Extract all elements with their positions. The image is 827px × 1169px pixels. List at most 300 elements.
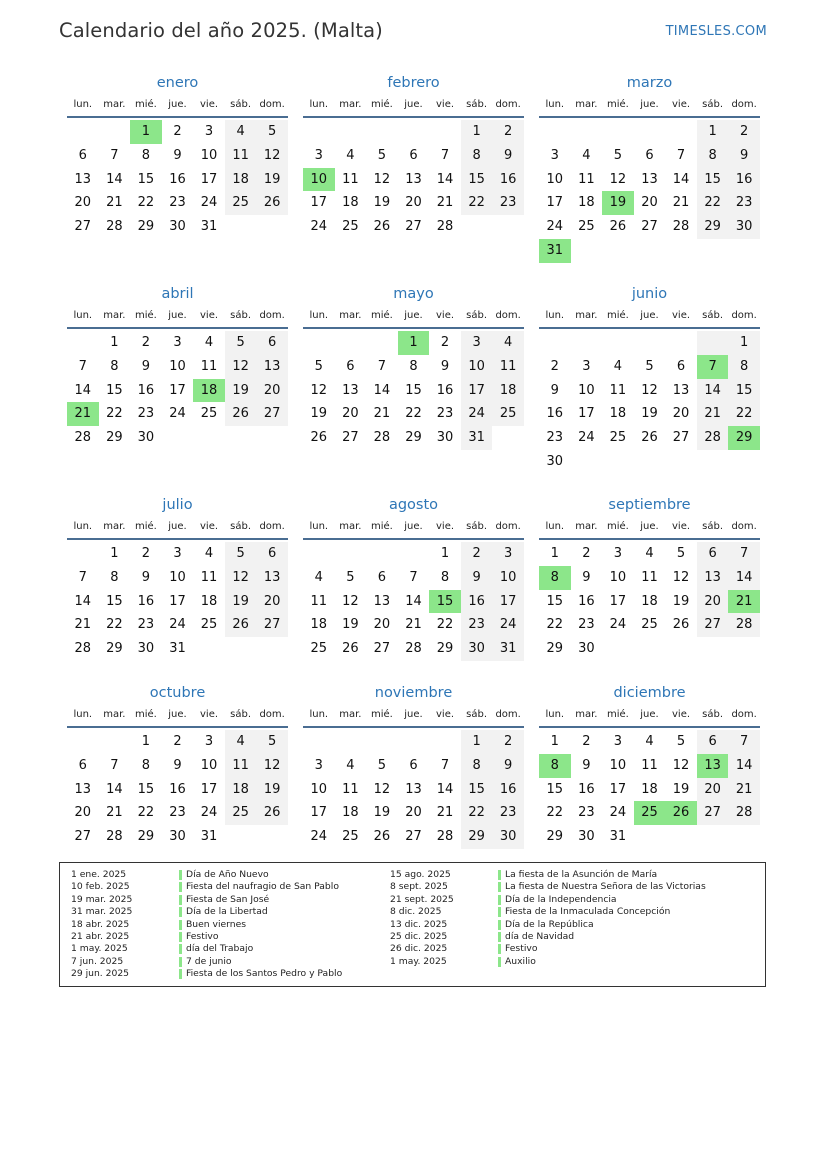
- day-cell: 30: [169, 219, 186, 235]
- day-cell: 9: [582, 569, 591, 585]
- holiday-marker: [179, 957, 182, 967]
- day-cell: 4: [204, 335, 214, 350]
- day-cell: 21: [106, 195, 123, 211]
- weekday-header: [539, 516, 760, 540]
- day-cell: 6: [377, 569, 387, 585]
- day-cell: 20: [405, 805, 422, 821]
- day-cell: 30: [578, 829, 595, 845]
- day-cell: 18: [225, 168, 257, 192]
- day-cell: 16: [436, 382, 454, 398]
- day-cell: 1: [461, 730, 493, 754]
- month-name: mayo: [393, 286, 434, 302]
- day-cell: 2: [141, 335, 151, 350]
- weekday-label: lun.: [73, 709, 93, 720]
- empty-day-cell: [366, 331, 398, 355]
- day-cell: 8: [409, 358, 418, 374]
- month-agosto: [303, 494, 524, 661]
- weekday-header: [303, 516, 524, 540]
- month-abril: [67, 283, 288, 450]
- legend-date: 8 sept. 2025: [390, 881, 448, 893]
- day-cell: 6: [697, 730, 729, 754]
- weekday-label: mié.: [134, 99, 157, 110]
- day-cell: 8: [110, 358, 119, 374]
- day-cell: 9: [141, 569, 151, 585]
- day-cell: 28: [106, 219, 123, 235]
- weekday-label: jue.: [404, 709, 423, 720]
- day-cell: 25: [225, 801, 257, 825]
- day-cell: 30: [436, 430, 454, 446]
- empty-day-cell: [571, 239, 603, 263]
- empty-day-cell: [366, 730, 398, 754]
- day-cell: 20: [697, 590, 729, 614]
- day-cell: 16: [578, 593, 595, 609]
- legend-date: 31 mar. 2025: [71, 906, 133, 918]
- day-cell: 29: [137, 829, 155, 845]
- day-cell: 4: [204, 546, 214, 561]
- legend-row: [71, 906, 342, 918]
- weekday-label: mar.: [103, 310, 126, 321]
- holiday-marker: [498, 920, 501, 930]
- weekday-label: vie.: [200, 99, 219, 110]
- weekday-header: [303, 305, 524, 329]
- day-cell: 22: [436, 617, 454, 633]
- empty-day-cell: [162, 426, 194, 450]
- weekday-label: mar.: [339, 99, 362, 110]
- empty-day-cell: [571, 120, 603, 144]
- day-cell: 21: [697, 402, 729, 426]
- day-cell: 1: [110, 335, 119, 350]
- day-cell: 14: [74, 382, 92, 398]
- day-cell: 4: [645, 734, 654, 749]
- day-cell: 23: [169, 805, 186, 821]
- day-cell: 11: [641, 757, 658, 773]
- day-cell: 12: [373, 171, 391, 187]
- day-cell: 17: [310, 805, 328, 821]
- day-cell: 31: [200, 219, 218, 235]
- day-cell: 4: [346, 757, 355, 773]
- empty-day-cell: [602, 120, 634, 144]
- weekday-label: mar.: [339, 521, 362, 532]
- holiday-legend: [59, 862, 766, 987]
- empty-day-cell: [634, 825, 666, 849]
- day-cell: 5: [613, 147, 623, 163]
- day-cell: 25: [310, 641, 328, 657]
- day-cell: 12: [225, 566, 257, 590]
- day-cell: 6: [676, 358, 686, 374]
- day-cell: 1: [550, 734, 559, 749]
- day-cell: 27: [405, 829, 422, 845]
- empty-day-cell: [256, 426, 288, 450]
- day-cell: 4: [314, 569, 323, 585]
- page-title: Calendario del año 2025. (Malta): [59, 19, 383, 42]
- legend-date: 21 sept. 2025: [390, 893, 454, 905]
- brand-link[interactable]: TIMESLES.COM: [665, 24, 767, 39]
- weekday-label: dom.: [495, 310, 521, 321]
- weekday-label: vie.: [436, 709, 455, 720]
- day-cell: 6: [78, 757, 87, 773]
- holiday-marker: [179, 870, 182, 880]
- holiday-marker: [179, 907, 182, 917]
- day-cell: 10: [609, 757, 627, 773]
- day-cell: 23: [461, 613, 493, 637]
- day-cell: 7: [110, 147, 119, 163]
- day-cell: 7: [440, 757, 450, 773]
- day-cell: 27: [641, 219, 658, 235]
- day-cell: 9: [440, 358, 450, 374]
- day-cell: 4: [225, 730, 257, 754]
- day-cell: 8: [141, 147, 151, 163]
- day-cell: 20: [405, 195, 422, 211]
- weekday-header: [303, 704, 524, 728]
- day-cell: 16: [461, 590, 493, 614]
- holiday-day-cell: 10: [303, 168, 335, 192]
- empty-day-cell: [67, 730, 99, 754]
- day-cell: 25: [641, 617, 658, 633]
- day-cell: 29: [106, 430, 123, 446]
- day-grid: [303, 120, 524, 239]
- day-cell: 14: [405, 593, 422, 609]
- holiday-day-cell: 21: [67, 402, 99, 426]
- weekday-label: mar.: [575, 521, 598, 532]
- day-cell: 15: [461, 168, 493, 192]
- holiday-day-cell: 25: [634, 801, 666, 825]
- empty-day-cell: [67, 542, 99, 566]
- day-cell: 7: [728, 542, 760, 566]
- day-cell: 16: [137, 593, 155, 609]
- weekday-label: mié.: [370, 709, 393, 720]
- weekday-label: mar.: [575, 99, 598, 110]
- empty-day-cell: [665, 120, 697, 144]
- weekday-label: dom.: [731, 521, 757, 532]
- legend-row: [390, 894, 706, 906]
- legend-row: [390, 956, 706, 968]
- day-cell: 17: [578, 406, 595, 422]
- empty-day-cell: [571, 331, 603, 355]
- day-cell: 6: [409, 147, 418, 163]
- empty-day-cell: [602, 637, 634, 661]
- month-name: abril: [161, 286, 194, 302]
- day-cell: 6: [409, 757, 418, 773]
- empty-day-cell: [67, 331, 99, 355]
- legend-holiday-name: día del Trabajo: [186, 943, 254, 955]
- day-cell: 21: [405, 617, 422, 633]
- empty-day-cell: [602, 331, 634, 355]
- day-cell: 15: [137, 781, 155, 797]
- day-cell: 20: [697, 778, 729, 802]
- legend-holiday-name: Auxilio: [505, 955, 536, 967]
- day-cell: 3: [613, 546, 623, 561]
- month-febrero: [303, 72, 524, 239]
- day-cell: 20: [256, 590, 288, 614]
- day-cell: 5: [225, 542, 257, 566]
- day-cell: 23: [137, 617, 155, 633]
- day-cell: 22: [461, 191, 493, 215]
- holiday-marker: [179, 895, 182, 905]
- day-cell: 15: [106, 593, 123, 609]
- day-cell: 19: [256, 778, 288, 802]
- day-cell: 24: [461, 402, 493, 426]
- month-noviembre: [303, 682, 524, 849]
- weekday-label: mié.: [606, 521, 629, 532]
- weekday-label: mié.: [606, 310, 629, 321]
- holiday-day-cell: 8: [539, 566, 571, 590]
- day-cell: 6: [697, 542, 729, 566]
- legend-row: [390, 906, 706, 918]
- day-grid: [67, 331, 288, 450]
- day-cell: 17: [200, 781, 218, 797]
- day-cell: 14: [373, 382, 391, 398]
- legend-column-right: [390, 869, 706, 968]
- day-cell: 14: [728, 566, 760, 590]
- legend-date: 26 dic. 2025: [390, 943, 448, 955]
- day-cell: 27: [405, 219, 422, 235]
- weekday-label: lun.: [309, 310, 329, 321]
- day-cell: 17: [169, 382, 186, 398]
- weekday-label: sáb.: [466, 310, 488, 321]
- day-cell: 23: [169, 195, 186, 211]
- day-cell: 15: [461, 778, 493, 802]
- weekday-label: sáb.: [702, 521, 724, 532]
- empty-day-cell: [634, 637, 666, 661]
- day-cell: 5: [225, 331, 257, 355]
- day-cell: 11: [342, 781, 359, 797]
- holiday-day-cell: 18: [193, 379, 225, 403]
- day-cell: 24: [200, 195, 218, 211]
- day-cell: 28: [74, 430, 92, 446]
- day-cell: 8: [461, 754, 493, 778]
- day-cell: 21: [373, 406, 391, 422]
- day-cell: 5: [645, 358, 654, 374]
- empty-day-cell: [67, 120, 99, 144]
- day-cell: 11: [641, 569, 658, 585]
- empty-day-cell: [99, 120, 131, 144]
- weekday-label: jue.: [168, 521, 187, 532]
- holiday-day-cell: 31: [539, 239, 571, 263]
- legend-date: 13 dic. 2025: [390, 918, 448, 930]
- month-marzo: [539, 72, 760, 263]
- empty-day-cell: [193, 637, 225, 661]
- day-cell: 1: [141, 734, 151, 749]
- weekday-label: sáb.: [230, 99, 252, 110]
- day-cell: 2: [550, 358, 559, 374]
- day-cell: 8: [728, 355, 760, 379]
- legend-date: 18 abr. 2025: [71, 918, 130, 930]
- day-cell: 18: [641, 593, 658, 609]
- weekday-label: lun.: [309, 521, 329, 532]
- day-cell: 22: [106, 406, 123, 422]
- weekday-header: [539, 305, 760, 329]
- day-cell: 24: [169, 406, 186, 422]
- legend-row: [390, 943, 706, 955]
- legend-row: [71, 931, 342, 943]
- day-cell: 4: [225, 120, 257, 144]
- empty-day-cell: [697, 637, 729, 661]
- day-cell: 2: [173, 124, 182, 139]
- empty-day-cell: [256, 215, 288, 239]
- legend-holiday-name: 7 de junio: [186, 955, 232, 967]
- empty-day-cell: [539, 331, 571, 355]
- month-name: febrero: [387, 75, 440, 91]
- day-cell: 17: [169, 593, 186, 609]
- month-name: marzo: [626, 75, 673, 91]
- day-cell: 23: [578, 805, 595, 821]
- empty-day-cell: [335, 120, 367, 144]
- day-cell: 14: [728, 754, 760, 778]
- month-octubre: [67, 682, 288, 849]
- day-cell: 1: [110, 546, 119, 561]
- day-cell: 24: [492, 613, 524, 637]
- holiday-marker: [498, 944, 501, 954]
- day-cell: 13: [697, 566, 729, 590]
- day-cell: 1: [550, 546, 559, 561]
- day-cell: 23: [492, 801, 524, 825]
- day-cell: 2: [173, 734, 182, 749]
- day-cell: 16: [546, 406, 564, 422]
- legend-row: [71, 881, 342, 893]
- holiday-marker: [498, 882, 501, 892]
- day-cell: 22: [728, 402, 760, 426]
- day-cell: 18: [225, 778, 257, 802]
- day-cell: 28: [728, 801, 760, 825]
- day-cell: 11: [200, 569, 218, 585]
- day-cell: 10: [546, 171, 564, 187]
- day-cell: 9: [728, 144, 760, 168]
- day-cell: 12: [672, 569, 690, 585]
- day-cell: 19: [672, 593, 690, 609]
- weekday-label: vie.: [672, 521, 691, 532]
- day-cell: 29: [697, 215, 729, 239]
- day-cell: 25: [200, 617, 218, 633]
- month-julio: [67, 494, 288, 661]
- day-cell: 11: [578, 171, 595, 187]
- day-cell: 31: [492, 637, 524, 661]
- day-cell: 2: [440, 335, 450, 350]
- day-cell: 21: [672, 195, 690, 211]
- legend-date: 29 jun. 2025: [71, 968, 130, 980]
- month-name: octubre: [149, 685, 206, 701]
- day-cell: 27: [256, 402, 288, 426]
- day-cell: 13: [373, 593, 391, 609]
- day-cell: 23: [546, 430, 564, 446]
- legend-holiday-name: Buen viernes: [186, 918, 247, 930]
- day-cell: 25: [342, 829, 359, 845]
- day-cell: 10: [492, 566, 524, 590]
- weekday-label: sáb.: [702, 99, 724, 110]
- holiday-marker: [498, 932, 501, 942]
- holiday-day-cell: 7: [697, 355, 729, 379]
- day-cell: 9: [141, 358, 151, 374]
- day-cell: 28: [405, 641, 422, 657]
- day-cell: 10: [578, 382, 595, 398]
- day-cell: 17: [546, 195, 564, 211]
- weekday-label: lun.: [545, 310, 565, 321]
- empty-day-cell: [665, 331, 697, 355]
- day-cell: 14: [106, 171, 123, 187]
- empty-day-cell: [366, 542, 398, 566]
- weekday-label: mar.: [575, 709, 598, 720]
- day-cell: 29: [461, 825, 493, 849]
- day-cell: 4: [492, 331, 524, 355]
- empty-day-cell: [225, 825, 257, 849]
- weekday-header: [67, 516, 288, 540]
- day-cell: 19: [641, 406, 658, 422]
- holiday-day-cell: 19: [602, 191, 634, 215]
- holiday-marker: [498, 870, 501, 880]
- day-cell: 8: [461, 144, 493, 168]
- empty-day-cell: [335, 730, 367, 754]
- day-cell: 13: [74, 171, 92, 187]
- empty-day-cell: [697, 825, 729, 849]
- weekday-label: sáb.: [702, 310, 724, 321]
- day-cell: 3: [582, 358, 591, 374]
- day-cell: 13: [672, 382, 690, 398]
- day-cell: 18: [492, 379, 524, 403]
- day-cell: 17: [461, 379, 493, 403]
- day-cell: 13: [641, 171, 658, 187]
- weekday-label: mié.: [134, 709, 157, 720]
- empty-day-cell: [728, 450, 760, 474]
- day-cell: 26: [256, 801, 288, 825]
- day-cell: 24: [310, 219, 328, 235]
- day-cell: 10: [169, 569, 186, 585]
- day-cell: 14: [436, 171, 454, 187]
- day-cell: 14: [436, 781, 454, 797]
- day-cell: 26: [225, 402, 257, 426]
- day-cell: 21: [728, 778, 760, 802]
- day-cell: 10: [609, 569, 627, 585]
- weekday-label: vie.: [436, 310, 455, 321]
- day-cell: 13: [256, 566, 288, 590]
- empty-day-cell: [335, 331, 367, 355]
- day-cell: 16: [728, 168, 760, 192]
- day-cell: 7: [110, 757, 119, 773]
- legend-holiday-name: Fiesta del naufragio de San Pablo: [186, 881, 339, 893]
- weekday-label: jue.: [168, 310, 187, 321]
- holiday-marker: [498, 907, 501, 917]
- day-cell: 23: [578, 617, 595, 633]
- day-cell: 18: [200, 593, 218, 609]
- legend-holiday-name: Fiesta de los Santos Pedro y Pablo: [186, 968, 343, 980]
- day-cell: 14: [672, 171, 690, 187]
- day-grid: [303, 542, 524, 661]
- weekday-label: mar.: [103, 709, 126, 720]
- day-cell: 6: [256, 542, 288, 566]
- empty-day-cell: [99, 730, 131, 754]
- month-diciembre: [539, 682, 760, 849]
- legend-date: 10 feb. 2025: [71, 881, 130, 893]
- day-cell: 29: [137, 219, 155, 235]
- weekday-label: jue.: [640, 709, 659, 720]
- holiday-day-cell: 15: [429, 590, 461, 614]
- day-cell: 16: [137, 382, 155, 398]
- day-cell: 23: [137, 406, 155, 422]
- day-cell: 7: [78, 569, 87, 585]
- day-cell: 3: [173, 335, 182, 350]
- empty-day-cell: [303, 331, 335, 355]
- day-cell: 10: [200, 757, 218, 773]
- day-cell: 13: [74, 781, 92, 797]
- legend-row: [71, 968, 342, 980]
- day-cell: 2: [582, 546, 591, 561]
- legend-row: [390, 869, 706, 881]
- day-cell: 19: [342, 617, 359, 633]
- day-cell: 6: [256, 331, 288, 355]
- day-cell: 15: [137, 171, 155, 187]
- weekday-label: jue.: [168, 709, 187, 720]
- weekday-label: vie.: [672, 310, 691, 321]
- legend-date: 1 may. 2025: [71, 943, 128, 955]
- day-cell: 6: [78, 147, 87, 163]
